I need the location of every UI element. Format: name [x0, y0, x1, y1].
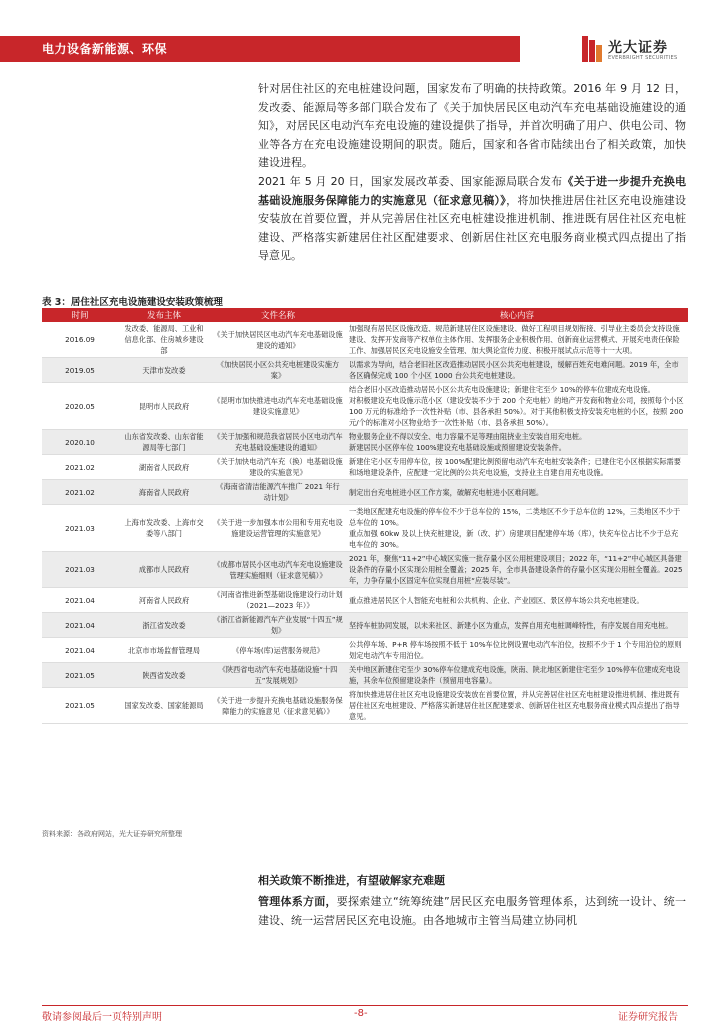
- table-row: [42, 322, 688, 358]
- table-row: [42, 552, 688, 588]
- table-row: [42, 688, 688, 724]
- row-doc: 《关于进一步提升充换电基础设施服务保障能力的实施意见（征求意见稿）》: [210, 688, 346, 724]
- subsection-paragraph: [258, 893, 686, 930]
- table-source: 资料来源：各政府网站，光大证券研究所整理: [42, 830, 182, 838]
- row-issuer: 山东省发改委、山东省能源局等七部门: [118, 430, 210, 455]
- header-doc: 文件名称: [210, 308, 346, 322]
- row-issuer: 上海市发改委、上海市交委等八部门: [118, 505, 210, 552]
- row-content: 公共停车场、P+R 停车场按照不低于 10%车位比例设置电动汽车泊位，按照不少于 1 个专用泊位的原则划定电动汽车专用泊位。: [346, 638, 688, 663]
- row-content: 以需求为导向，结合老旧社区改造推动居民小区公共充电桩建设，缓解百姓充电难问题。2019 年，全市各区确保完成 100 个小区 1000 台公共充电桩建设。: [346, 358, 688, 383]
- paragraph-1: 针对居住社区的充电桩建设问题，国家发布了明确的扶持政策。2016 年 9 月 12 日，发改委、能源局等多部门联合发布了《关于加快居民区电动汽车充电基础设施建设的通知》，对居民区电动汽车充电设施的建设提供了指导，并首次明确了用户、供电公司、物业等各方在充电设施建设期间的职责。随后，国家和各省市陆续出台了相关政策，加快建设进程。: [258, 82, 686, 169]
- row-date: 2020.10: [42, 430, 118, 455]
- row-doc: 《陕西省电动汽车充电基础设施“十四五”发展规划》: [210, 663, 346, 688]
- table-body: [42, 322, 688, 724]
- table-row: [42, 480, 688, 505]
- row-doc: 《关于加强和规范我省居民小区电动汽车充电基础设施建设的通知》: [210, 430, 346, 455]
- row-issuer: 发改委、能源局、工业和信息化部、住房城乡建设部: [118, 322, 210, 358]
- row-issuer: 海南省人民政府: [118, 480, 210, 505]
- paragraph-2-bold: 《关于进一步提升充换电基础设施服务保障能力的实施意见（征求意见稿）》: [258, 175, 686, 207]
- table-row: [42, 588, 688, 613]
- header-date: 时间: [42, 308, 118, 322]
- table-row: [42, 430, 688, 455]
- table-title: 表 3：居住社区充电设施建设安装政策梳理: [42, 297, 223, 308]
- row-date: 2021.04: [42, 613, 118, 638]
- row-doc: 《关于加快居民区电动汽车充电基础设施建设的通知》: [210, 322, 346, 358]
- logo-name-en: EVERBRIGHT SECURITIES: [608, 55, 678, 61]
- footer-disclaimer: 敬请参阅最后一页特别声明: [42, 1012, 162, 1023]
- subsection-heading: 相关政策不断推进，有望破解家充难题: [258, 874, 445, 887]
- paragraph-2: [258, 173, 686, 266]
- company-logo: [582, 32, 692, 68]
- row-date: 2021.02: [42, 455, 118, 480]
- row-issuer: 陕西省发改委: [118, 663, 210, 688]
- row-doc: 《成都市居民小区电动汽车充电设施建设管理实施细则（征求意见稿）》: [210, 552, 346, 588]
- row-content: 将加快推进居住社区充电设施建设安装放在首要位置，并从完善居住社区充电桩建设推进机制、推进既有居住社区充电桩建设、严格落实新建居住社区配建要求、创新居住社区充电服务商业模式四点提出了指导意见。: [346, 688, 688, 724]
- row-content: 制定出台充电桩进小区工作方案，破解充电桩进小区难问题。: [346, 480, 688, 505]
- row-issuer: 成都市人民政府: [118, 552, 210, 588]
- logo-mark-icon: [582, 36, 602, 62]
- row-content: 重点推进居民区个人智能充电桩和公共机构、企业、产业园区、景区停车场公共充电桩建设。: [346, 588, 688, 613]
- table-row: [42, 383, 688, 430]
- row-doc: 《关于进一步加强本市公用和专用充电设施建设运营管理的实施意见》: [210, 505, 346, 552]
- row-issuer: 北京市市场监督管理局: [118, 638, 210, 663]
- row-doc: 《昆明市加快推进电动汽车充电基础设施建设实施意见》: [210, 383, 346, 430]
- subsection-bold: 管理体系方面，: [258, 895, 337, 908]
- policy-table: [42, 308, 688, 724]
- table-row: [42, 663, 688, 688]
- row-content: 加强现有居民区设施改造、规范新建居住区设施建设、做好工程项目规划衔接、引导业主委员会支持设施建设、发挥开发商等产权单位主体作用、发挥服务企业积极作用、创新商业运营模式、开展充电责任保险工作、加强居民区充电设施安全管理、加大舆论宣传力度、积极开展试点示范等十一大项。: [346, 322, 688, 358]
- row-content: 2021 年，聚焦“11+2”中心城区实施一批存量小区公用桩建设项目；2022 年，“11+2”中心城区具备建设条件的存量小区实现公用桩全覆盖；2025 年，全市具备建设条件的存量小区实现公用桩全覆盖。2025 年，力争存量小区固定车位实现自用桩“应装尽装”。: [346, 552, 688, 588]
- row-issuer: 浙江省发改委: [118, 613, 210, 638]
- subsection-text: 要探索建立“统筹统建”居民区充电服务管理体系，达到统一设计、统一建设、统一运营居民区充电设施。由各地城市主管当局建立协同机: [258, 895, 687, 927]
- footer-report-type: 证券研究报告: [618, 1012, 678, 1023]
- table-row: [42, 505, 688, 552]
- row-date: 2021.04: [42, 638, 118, 663]
- row-date: 2020.05: [42, 383, 118, 430]
- row-issuer: 昆明市人民政府: [118, 383, 210, 430]
- row-doc: 《停车场(库)运营服务规范》: [210, 638, 346, 663]
- row-date: 2021.03: [42, 505, 118, 552]
- row-content: 物业服务企业不得以安全、电力容量不足等理由阻挠业主安装自用充电桩。 新建居民小区停车位 100%建设充电基础设施或预留建设安装条件。: [346, 430, 688, 455]
- row-content: 关中地区新建住宅至少 30%停车位建成充电设施，陕南、陕北地区新建住宅至少 10%停车位建成充电设施，其余车位预留建设条件（预留用电容量）。: [346, 663, 688, 688]
- table-row: [42, 455, 688, 480]
- footer-divider: [42, 1005, 688, 1006]
- paragraph-2-text-a: 2021 年 5 月 20 日，国家发展改革委、国家能源局联合发布: [258, 175, 563, 188]
- paragraph-2-text-b: ，将加快推进居住社区充电设施建设安装放在首要位置，并从完善居住社区充电桩建设推进机制、推进既有居住社区充电桩建设、严格落实新建居住社区配建要求、创新居住社区充电服务商业模式四点提出了指导意见。: [258, 193, 687, 262]
- row-content: 结合老旧小区改造推动居民小区公共充电设施建设；新建住宅至少 10%的停车位建成充电设施。 对积极建设充电设施示范小区（建设安装不少于 200 个充电桩）的地产开发商和物业公司，按照每个小区 100 万元的标准给予一次性补贴（市、县各承担 50%）。对于其他积极支持安装充电桩的小区，按照 200 元/个的标准对小区物业给予一次性补贴（市、县各承担 50%）。: [346, 383, 688, 430]
- row-date: 2021.03: [42, 552, 118, 588]
- row-issuer: 国家发改委、国家能源局: [118, 688, 210, 724]
- table-row: [42, 358, 688, 383]
- row-date: 2016.09: [42, 322, 118, 358]
- row-issuer: 湖南省人民政府: [118, 455, 210, 480]
- row-content: 坚持车桩协同发展，以未来社区、新建小区为重点，发挥自用充电桩调峰特性，有序发展自用充电桩。: [346, 613, 688, 638]
- page-number: -8-: [354, 1008, 368, 1019]
- section-title: 电力设备新能源、环保: [42, 42, 168, 56]
- row-doc: 《浙江省新能源汽车产业发展“十四五”规划》: [210, 613, 346, 638]
- row-content: 一类地区配建充电设施的停车位不少于总车位的 15%，二类地区不少于总车位的 12%，三类地区不少于总车位的 10%。 重点加强 60kw 及以上快充桩建设，新（改、扩）房建项目配建停车场（库），快充车位占比不少于总充电车位的 30%。: [346, 505, 688, 552]
- table-row: [42, 613, 688, 638]
- row-date: 2019.05: [42, 358, 118, 383]
- logo-name: 光大证券: [608, 40, 668, 56]
- row-doc: 《关于加快电动汽车充（换）电基础设施建设的实施意见》: [210, 455, 346, 480]
- row-issuer: 河南省人民政府: [118, 588, 210, 613]
- header-issuer: 发布主体: [118, 308, 210, 322]
- row-date: 2021.05: [42, 663, 118, 688]
- row-date: 2021.04: [42, 588, 118, 613]
- row-content: 新建住宅小区专用停车位，按 100%配建比例预留电动汽车充电桩安装条件；已建住宅小区根据实际需要和场地建设条件，应配建一定比例的公共充电设施，支持业主自建自用充电设施。: [346, 455, 688, 480]
- row-doc: 《海南省清洁能源汽车推广 2021 年行动计划》: [210, 480, 346, 505]
- table-row: [42, 638, 688, 663]
- row-date: 2021.02: [42, 480, 118, 505]
- header-content: 核心内容: [346, 308, 688, 322]
- table-header-row: [42, 308, 688, 322]
- row-date: 2021.05: [42, 688, 118, 724]
- row-doc: 《加快居民小区公共充电桩建设实施方案》: [210, 358, 346, 383]
- row-doc: 《河南省推进新型基础设施建设行动计划（2021—2023 年）》: [210, 588, 346, 613]
- row-issuer: 天津市发改委: [118, 358, 210, 383]
